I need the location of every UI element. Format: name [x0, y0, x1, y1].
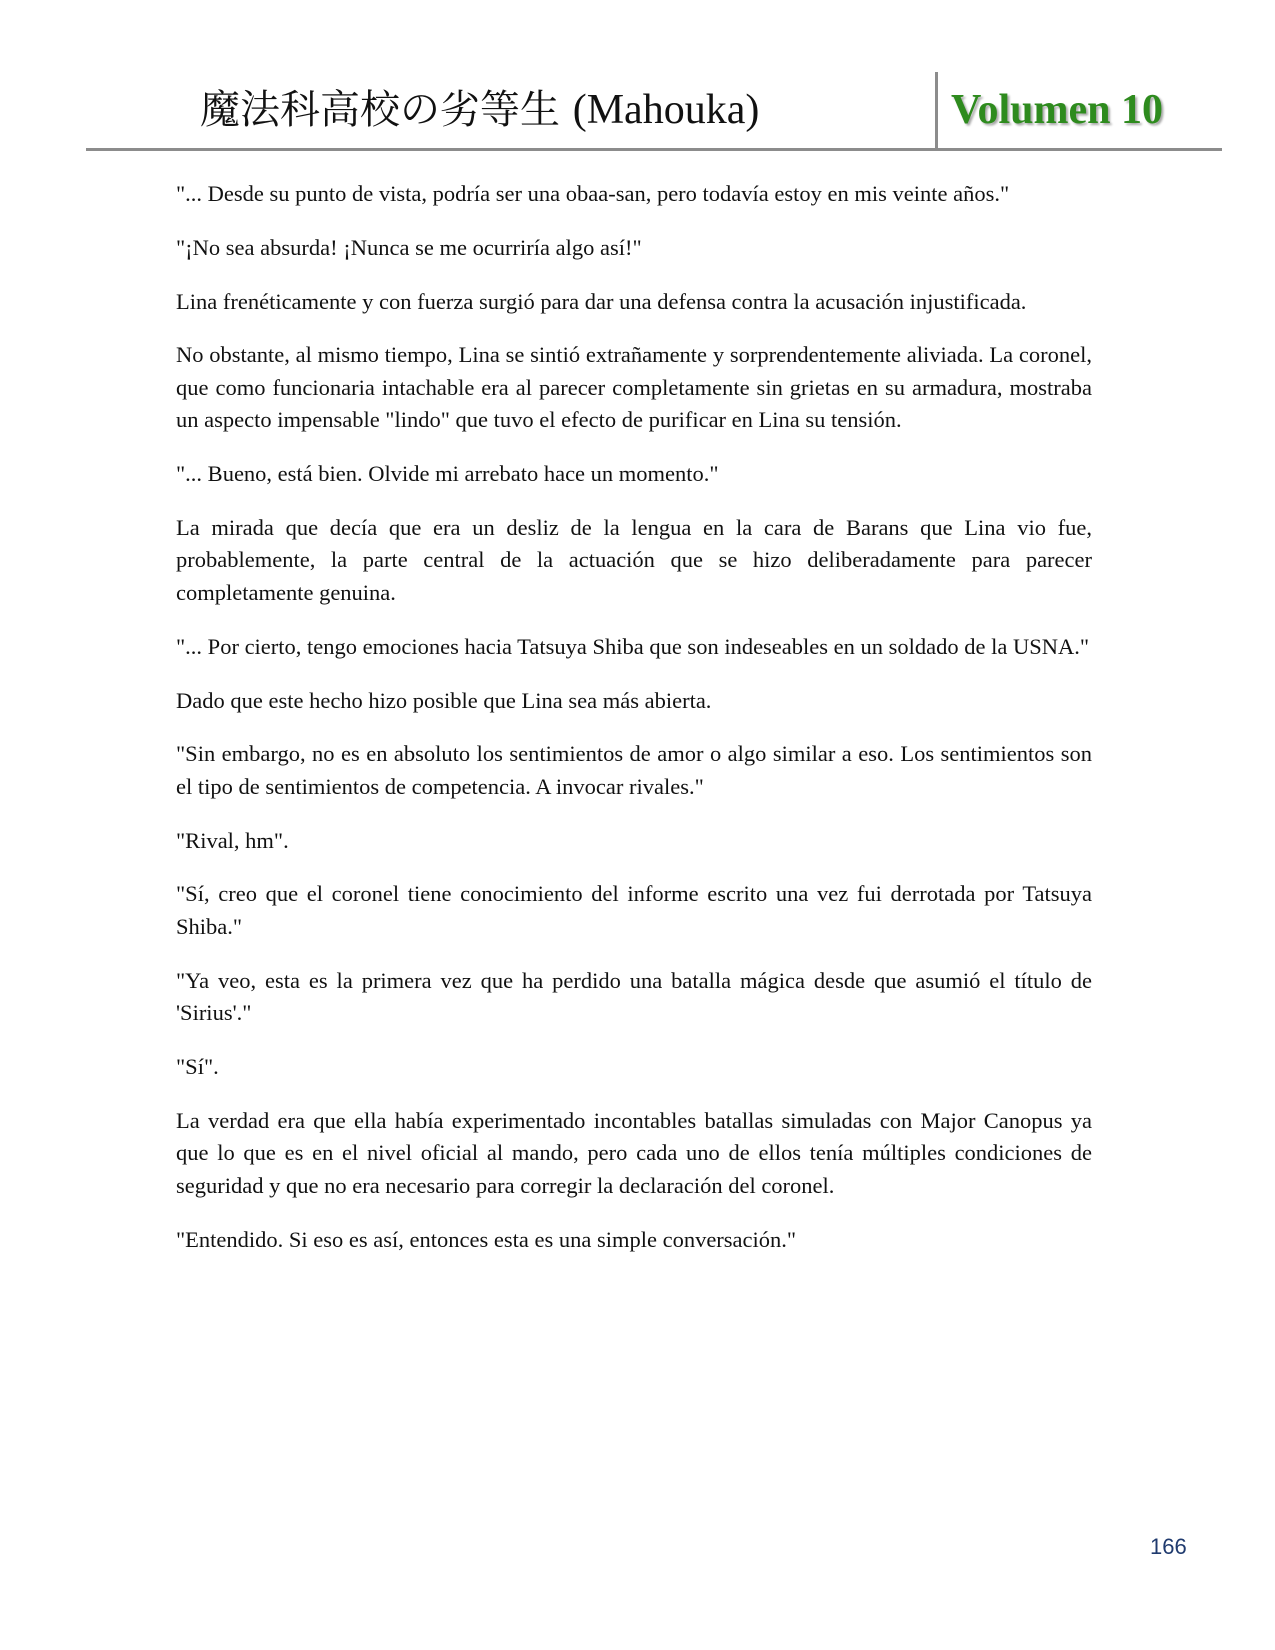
page-number: 166: [1150, 1534, 1187, 1559]
header-vertical-divider: [935, 72, 938, 148]
paragraph: Dado que este hecho hizo posible que Lina sea más abierta.: [176, 687, 712, 713]
paragraph: "Sí, creo que el coronel tiene conocimiento del informe escrito una vez fui derrotada por Tatsuya Shiba.": [176, 881, 1092, 939]
header-rule: [86, 148, 1222, 151]
paragraph: "... Desde su punto de vista, podría ser una obaa-san, pero todavía estoy en mis veinte años.": [176, 181, 1010, 206]
paragraph: "Rival, hm".: [176, 827, 289, 853]
paragraph: La mirada que decía que era un desliz de la lengua en la cara de Barans que Lina vio fue, probablemente, la parte central de la actuación que se hizo deliberadamente para parecer completamente genuina.: [176, 514, 1092, 605]
paragraph: "Ya veo, esta es la primera vez que ha perdido una batalla mágica desde que asumió el título de 'Sirius'.": [176, 967, 1092, 1026]
paragraph: La verdad era que ella había experimentado incontables batallas simuladas con Major Canopus ya que lo que es en el nivel oficial al mando, pero cada uno de ellos tenía múltiples condiciones de seguridad y que no era necesario para corregir la declaración del coronel.: [176, 1107, 1092, 1198]
paragraph: "Entendido. Si eso es así, entonces esta es una simple conversación.": [176, 1226, 797, 1252]
paragraph: No obstante, al mismo tiempo, Lina se sintió extrañamente y sorprendentemente aliviada. La coronel, que como funcionaria intachable era al parecer completamente sin grietas en su armadura, mostraba un aspecto impensable "lindo" que tuvo el efecto de purificar en Lina su tensión.: [176, 342, 1092, 433]
paragraph: Lina frenéticamente y con fuerza surgió para dar una defensa contra la acusación injustificada.: [176, 288, 1027, 314]
body-text: [176, 178, 1092, 1277]
header-title: [200, 80, 759, 140]
paragraph: "Sin embargo, no es en absoluto los sentimientos de amor o algo similar a eso. Los sentimientos son el tipo de sentimientos de competencia. A invocar rivales.": [176, 741, 1092, 799]
header-title-latin: (Mahouka): [572, 87, 760, 133]
volume-label: Volumen 10: [951, 87, 1163, 133]
paragraph: "... Bueno, está bien. Olvide mi arrebato hace un momento.": [176, 461, 719, 487]
paragraph: "Sí".: [176, 1054, 219, 1080]
paragraph: "... Por cierto, tengo emociones hacia Tatsuya Shiba que son indeseables en un soldado de la USNA.": [176, 633, 1090, 659]
paragraph: "¡No sea absurda! ¡Nunca se me ocurriría algo así!": [176, 234, 642, 260]
header-title-japanese: 魔法科高校の劣等生: [200, 87, 560, 133]
